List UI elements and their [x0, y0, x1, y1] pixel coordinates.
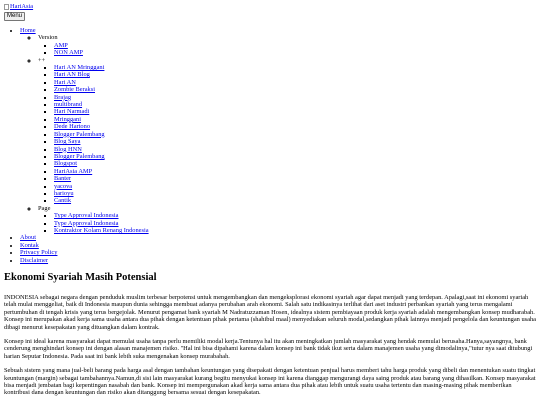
nav-item-privacy [20, 249, 540, 256]
broken-image-icon [4, 4, 9, 10]
version-list [38, 42, 540, 57]
list-item [54, 160, 540, 167]
nav-group-label: Page [38, 204, 51, 212]
article-body [4, 294, 540, 397]
nav-group-plusplus [38, 57, 540, 205]
nav-link[interactable]: harioyu [54, 189, 74, 197]
nav-link-non-amp[interactable]: NON AMP [54, 49, 83, 57]
nav-link[interactable]: yacova [54, 182, 73, 190]
nav-link[interactable]: Hari AN [54, 78, 76, 86]
nav-submenu [20, 34, 540, 234]
nav-link[interactable]: Type Approval Indonesia [54, 219, 119, 227]
list-item [54, 94, 540, 101]
nav-group-label: ++ [38, 56, 46, 64]
list-item [54, 131, 540, 138]
nav-item-kontak [20, 242, 540, 249]
nav-link[interactable]: Hari AN Blog [54, 71, 90, 79]
plusplus-list [38, 64, 540, 205]
nav-link-about[interactable]: About [20, 234, 36, 242]
article-paragraph: Konsep ini ideal karena masyarakat dapat memulai usaha tanpa perlu memiliki modal kerja.Tentunya hal itu akan meningkatkan jumlah masyarakat yang hendak memulai berusaha.Hanya,sayangnya, bank cenderung menghindari konsep ini dengan alasan manajemen risiko. "Hal ini bisa dipahami karena dalam konsep ini bank tidak ikut serta dalam manajemen usaha yang dimodalinya,"tutur nya saat ditubungi harian Seputar Indonesia. Pada saat ini bank lebih suka mengenakan konsep murabahah. [4, 338, 533, 360]
nav-link[interactable]: Mringgani [54, 115, 81, 123]
list-item [54, 79, 540, 86]
list-item [54, 168, 540, 175]
nav-link-privacy-policy[interactable]: Privacy Policy [20, 249, 58, 257]
list-item [54, 183, 540, 190]
list-item [54, 190, 540, 197]
list-item [54, 123, 540, 130]
nav-link[interactable]: Hari Narmadi [54, 108, 90, 116]
list-item [54, 227, 540, 234]
menu-button[interactable]: Menu [4, 12, 25, 21]
nav-link[interactable]: Blog HNN [54, 145, 82, 153]
nav-link-kontak[interactable]: Kontak [20, 241, 39, 249]
nav-group-page [38, 205, 540, 235]
list-item [54, 220, 540, 227]
list-item [54, 146, 540, 153]
nav-link[interactable]: Blog Saya [54, 138, 81, 146]
main-nav [4, 27, 540, 264]
nav-link-amp[interactable]: AMP [54, 41, 68, 49]
nav-link[interactable]: Brajag [54, 93, 72, 101]
logo-alt-text: HariAsia [10, 3, 34, 11]
nav-item-home [20, 27, 540, 234]
nav-link[interactable]: Type Approval Indonesia [54, 212, 119, 220]
site-logo-link[interactable] [4, 3, 540, 11]
list-item [54, 71, 540, 78]
nav-item-about [20, 234, 540, 241]
nav-link[interactable]: Zombie Beraksi [54, 86, 95, 94]
nav-group-label: Version [38, 34, 58, 42]
list-item [54, 86, 540, 93]
page-list [38, 212, 540, 234]
list-item [54, 64, 540, 71]
nav-link[interactable]: Blogger Palembang [54, 130, 105, 138]
list-item [54, 138, 540, 145]
list-item [54, 153, 540, 160]
list-item [54, 175, 540, 182]
nav-link[interactable]: Kontraktor Kolam Renang Indonesia [54, 226, 149, 234]
article-title: Ekonomi Syariah Masih Potensial [4, 272, 157, 283]
nav-link[interactable]: Banter [54, 175, 72, 183]
article-paragraph: INDONESIA sebagai negara dengan penduduk muslim terbesar berpotensi untuk mengembangkan dan mengeksplorasi ekonomi syariah agar dapat menjadi yang terdepan. Apalagi,saat ini ekonomi syariah telah mulai menggeliat, baik di Indonesia maupun dunia sehingga membuat adanya perubahan arah ekonomi. Salah satu indikasinya terlihat dari aset industri perbankan syariah yang terus mengalami pertumbuhan di tengah krisis yang terus bergejolak. Menurut pengamat bank syariah M Nadratuzzaman Hosen, idealnya sistem pembiayaan produk kerja syariah adalah mengembangkan konsep mudharabah. Konsep ini merupakan akad kerja sama usaha antara dua pihak dengan ketentuan pihak pertama (shahibul maal) menyediakan seluruh modal,sedangkan pihak lainnya menjadi pengelola dan keuntungan usaha dibagi menurut kesepakatan yang dituangkan dalam kontrak. [4, 294, 537, 331]
list-item [54, 108, 540, 115]
nav-group-version [38, 34, 540, 56]
nav-item-disclaimer [20, 257, 540, 264]
list-item [54, 42, 540, 49]
nav-link[interactable]: Dede Hartono [54, 123, 91, 131]
list-item [54, 116, 540, 123]
nav-link[interactable]: Blogger Palembang [54, 152, 105, 160]
nav-link[interactable]: Blogspot [54, 160, 78, 168]
article-paragraph: Sebuah sistem yang mana jual-beli barang pada harga asal dengan tambahan keuntungan yang disepakati dengan ketentuan penjual harus memberi tahu harga produk yang dibeli dan menentukan suatu tingkat keuntungan (margin) sebagai tambahannya.Namun,di sisi lain masyarakat kurang begitu menyukai konsep ini karena dianggap mengurangi daya saing produk atau barang yang dihasilkan. Konsep masyarakat bisa menjadi jembatan bagi kepentingan nasabah dan bank. Konsep ini mempergunakan akad kerja sama antara dua pihak atau lebih untuk suatu usaha tertentu dan masing-masing pihak memberikan kontribusi dana dengan keuntungan dan risiko akan ditanggung bersama sesuai dengan kesepakatan. [4, 367, 536, 397]
list-item [54, 197, 540, 204]
list-item [54, 101, 540, 108]
nav-link-disclaimer[interactable]: Disclaimer [20, 256, 49, 264]
list-item [54, 49, 540, 56]
nav-link[interactable]: Cantik [54, 197, 72, 205]
nav-link[interactable]: multibrand [54, 101, 83, 109]
list-item [54, 212, 540, 219]
nav-link[interactable]: HariAsia AMP [54, 167, 93, 175]
nav-link[interactable]: Hari AN Mringgani [54, 64, 105, 72]
nav-link-home[interactable]: Home [20, 27, 36, 34]
